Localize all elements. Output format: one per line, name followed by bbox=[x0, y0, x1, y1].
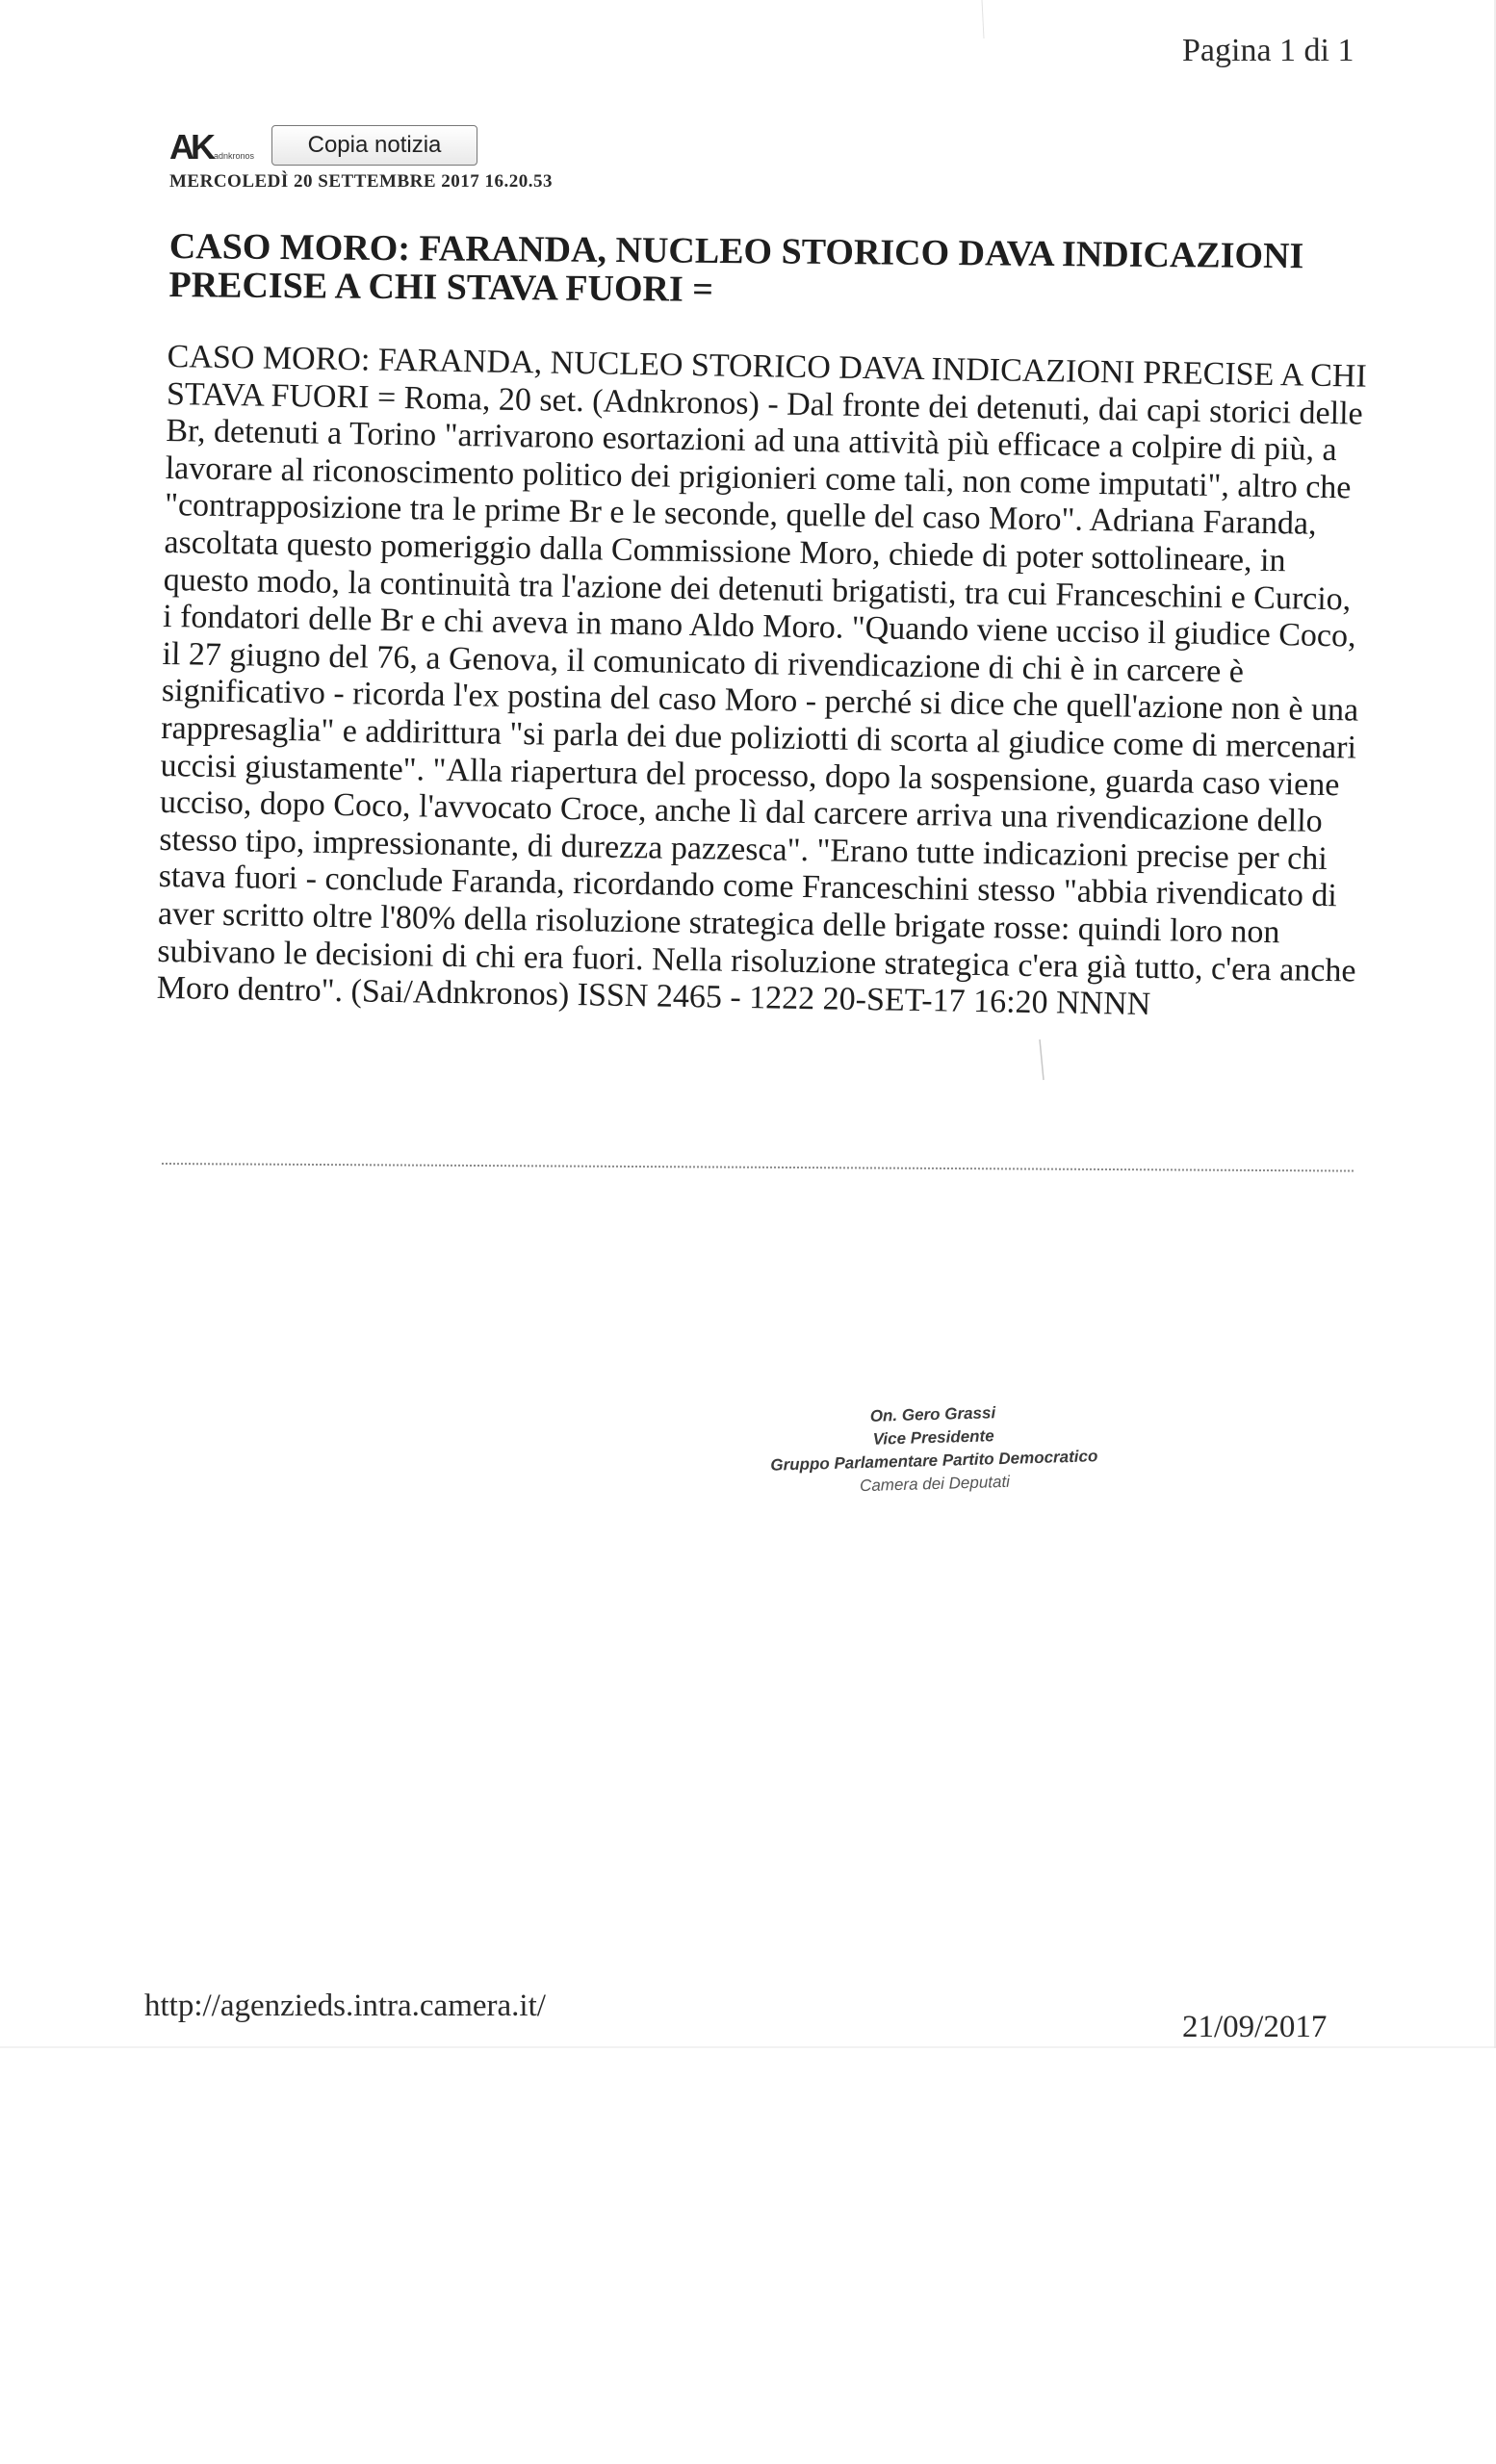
logo-subtitle: adnkronos bbox=[214, 151, 255, 161]
footer-url: http://agenzieds.intra.camera.it/ bbox=[144, 1989, 546, 2023]
adnkronos-logo bbox=[169, 127, 255, 167]
dotted-divider bbox=[162, 1163, 1354, 1172]
stamp-group: Gruppo Parlamentare Partito Democratico bbox=[770, 1447, 1098, 1475]
logo-mark: AK bbox=[169, 127, 212, 167]
deputy-stamp bbox=[711, 1398, 1157, 1502]
stamp-name: On. Gero Grassi bbox=[869, 1403, 996, 1425]
stamp-chamber: Camera dei Deputati bbox=[859, 1472, 1011, 1496]
footer-date: 21/09/2017 bbox=[1182, 2010, 1328, 2044]
news-dateline: MERCOLEDÌ 20 SETTEMBRE 2017 16.20.53 bbox=[169, 171, 554, 192]
news-headline: CASO MORO: FARANDA, NUCLEO STORICO DAVA INDICAZIONI PRECISE A CHI STAVA FUORI = bbox=[168, 226, 1304, 310]
stamp-role: Vice Presidente bbox=[872, 1426, 994, 1449]
page-number: Pagina 1 di 1 bbox=[1182, 33, 1354, 68]
copy-news-button[interactable]: Copia notizia bbox=[271, 125, 477, 166]
news-body: CASO MORO: FARANDA, NUCLEO STORICO DAVA INDICAZIONI PRECISE A CHI STAVA FUORI = Roma, 20 set. (Adnkronos) - Dal fronte dei detenuti, dai capi storici delle Br, detenuti a Torino "arrivarono esortazioni ad una attività più efficace a colpire di più, a lavorare al riconoscimento politico dei prigionieri come tali, non come imputati", altro che "contrapposizione tra le prime Br e le seconde, quelle del caso Moro". Adriana Faranda, ascoltata questo pomeriggio dalla Commissione Moro, chiede di poter sottolineare, in questo modo, la continuità tra l'azione dei detenuti brigatisti, tra cui Franceschini e Curcio, i fondatori delle Br e chi aveva in mano Aldo Moro. "Quando viene ucciso il giudice Coco, il 27 giugno del 76, a Genova, il comunicato di rivendicazione di chi è in carcere è significativo - ricorda l'ex postina del caso Moro - perché si dice che quell'azione non è una rappresaglia" e addirittura "si parla dei due poliziotti di scorta al giudice come di mercenari uccisi giustamente". "Alla riapertura del processo, dopo la sospensione, guarda caso viene ucciso, dopo Coco, l'avvocato Croce, anche lì dal carcere arriva una rivendicazione dello stesso tipo, impressionante, di durezza pazzesca". "Erano tutte indicazioni precise per chi stava fuori - conclude Faranda, ricordando come Franceschini stesso "abbia rivendicato di aver scritto oltre l'80% della risoluzione strategica delle brigate rosse: quindi loro non subivano le decisioni di chi era fuori. Nella risoluzione strategica c'era già tutto, c'era anche Moro dentro". (Sai/Adnkronos) ISSN 2465 - 1222 20-SET-17 16:20 NNNN bbox=[156, 339, 1368, 1023]
